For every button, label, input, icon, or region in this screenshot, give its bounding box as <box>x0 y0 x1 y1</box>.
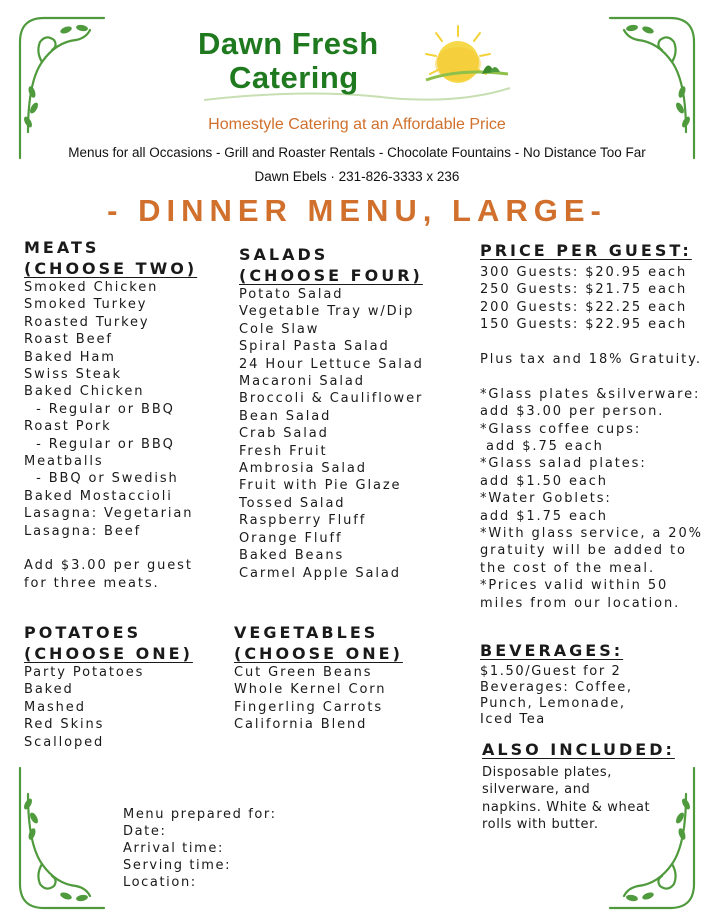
list-item: Crab Salad <box>239 426 329 442</box>
list-item: Baked Beans <box>239 548 345 564</box>
extra-line: gratuity will be added to <box>480 543 687 559</box>
extra-line: *Prices valid within 50 <box>480 578 669 594</box>
salads-subtitle: (CHOOSE FOUR) <box>239 266 423 285</box>
included-line: silverware, and <box>482 782 591 798</box>
list-item: - BBQ or Swedish <box>24 471 179 487</box>
form-label-arrival-time: Arrival time: <box>123 841 224 856</box>
logo <box>190 18 520 113</box>
vegetables-subtitle: (CHOOSE ONE) <box>234 644 403 663</box>
extra-line: add $3.00 per person. <box>480 404 665 420</box>
list-item: Swiss Steak <box>24 367 122 383</box>
contact-line: Dawn Ebels · 231-826-3333 x 236 <box>254 169 460 184</box>
beverage-line: $1.50/Guest for 2 <box>480 664 622 679</box>
included-line: rolls with butter. <box>482 817 599 833</box>
extra-line: *Water Goblets: <box>480 491 612 507</box>
included-line: napkins. White & wheat <box>482 799 651 815</box>
price-line: 200 Guests: $22.25 each <box>480 299 688 315</box>
beverage-line: Beverages: Coffee, <box>480 680 633 695</box>
price-line: 250 Guests: $21.75 each <box>480 282 688 298</box>
list-item: Tossed Salad <box>239 495 346 511</box>
list-item: Scalloped <box>24 734 105 750</box>
list-item: Red Skins <box>24 717 105 733</box>
extra-line: *Glass coffee cups: <box>480 421 642 437</box>
salads-title: SALADS <box>239 245 329 264</box>
list-item: Baked Mostaccioli <box>24 488 173 504</box>
price-section <box>480 240 703 612</box>
price-line: 300 Guests: $20.95 each <box>480 265 688 280</box>
price-line: 150 Guests: $22.95 each <box>480 317 688 333</box>
tagline: Homestyle Catering at an Affordable Price <box>208 116 506 133</box>
list-item: Roasted Turkey <box>24 314 150 330</box>
list-item: California Blend <box>234 717 368 733</box>
list-item: Cut Green Beans <box>234 665 373 680</box>
list-item: Lasagna: Beef <box>24 523 142 539</box>
included-line: Disposable plates, <box>482 765 612 780</box>
list-item: Spiral Pasta Salad <box>239 339 390 355</box>
salads-section <box>239 244 424 582</box>
list-item: Fresh Fruit <box>239 443 328 459</box>
beverage-line: Punch, Lemonade, <box>480 696 626 711</box>
tax-note: Plus tax and 18% Gratuity. <box>480 352 702 368</box>
list-item: Potato Salad <box>239 287 344 302</box>
menu-title: - DINNER MENU, LARGE- <box>107 193 607 228</box>
form-label-prepared-for: Menu prepared for: <box>123 807 277 822</box>
list-item: Orange Fluff <box>239 530 343 546</box>
extra-line: *Glass salad plates: <box>480 456 647 472</box>
list-item: Bean Salad <box>239 408 332 424</box>
brand-name-line1: Dawn Fresh <box>198 26 379 61</box>
potatoes-section <box>24 622 193 751</box>
list-item: Party Potatoes <box>24 665 145 680</box>
vegetables-title: VEGETABLES <box>234 623 379 642</box>
meats-title: MEATS <box>24 238 100 257</box>
extra-line: add $.75 each <box>480 439 604 455</box>
form-label-date: Date: <box>123 824 167 839</box>
list-item: Fingerling Carrots <box>234 699 384 715</box>
meats-note: Add $3.00 per guest <box>24 558 193 574</box>
list-item: Broccoli & Cauliflower <box>239 391 424 407</box>
included-title: ALSO INCLUDED: <box>482 740 675 759</box>
list-item: Ambrosia Salad <box>239 461 367 477</box>
list-item: Cole Slaw <box>239 321 320 337</box>
extra-line: *Glass plates &silverware: <box>480 386 701 402</box>
list-item: - Regular or BBQ <box>24 401 175 417</box>
form-label-serving-time: Serving time: <box>123 858 232 873</box>
beverages-section <box>480 640 633 728</box>
services-line: Menus for all Occasions - Grill and Roaster Rentals - Chocolate Fountains - No Distance Too Far <box>68 145 646 160</box>
meats-note: for three meats. <box>24 575 160 591</box>
list-item: Raspberry Fluff <box>239 513 367 529</box>
list-item: Carmel Apple Salad <box>239 565 401 581</box>
list-item: Fruit with Pie Glaze <box>239 478 402 494</box>
list-item: Vegetable Tray w/Dip <box>239 304 415 320</box>
potatoes-title: POTATOES <box>24 623 142 642</box>
extra-line: the cost of the meal. <box>480 560 655 576</box>
price-title: PRICE PER GUEST: <box>480 241 692 260</box>
vine-flourish-icon <box>606 12 698 162</box>
list-item: Baked <box>24 682 74 698</box>
brand-name-line2: Catering <box>229 60 359 95</box>
list-item: Roast Beef <box>24 332 113 348</box>
order-details-form <box>123 806 277 891</box>
extra-line: add $1.50 each <box>480 473 608 489</box>
list-item: Meatballs <box>24 454 104 470</box>
included-section <box>482 739 675 834</box>
beverages-title: BEVERAGES: <box>480 641 624 660</box>
vegetables-section <box>234 622 403 734</box>
meats-section <box>24 237 197 592</box>
extra-line: add $1.75 each <box>480 508 608 524</box>
potatoes-subtitle: (CHOOSE ONE) <box>24 644 193 663</box>
extra-line: *With glass service, a 20% <box>480 526 703 542</box>
form-label-location: Location: <box>123 875 197 890</box>
list-item: Smoked Turkey <box>24 297 148 313</box>
list-item: Mashed <box>24 699 86 715</box>
vine-flourish-icon <box>16 12 108 162</box>
list-item: Baked Ham <box>24 349 116 365</box>
list-item: Macaroni Salad <box>239 374 365 390</box>
list-item: Roast Pork <box>24 419 112 435</box>
list-item: Smoked Chicken <box>24 280 159 295</box>
vine-flourish-icon <box>16 764 108 914</box>
list-item: Lasagna: Vegetarian <box>24 506 194 522</box>
extra-line: miles from our location. <box>480 595 681 611</box>
list-item: Baked Chicken <box>24 384 145 400</box>
list-item: 24 Hour Lettuce Salad <box>239 356 424 372</box>
list-item: - Regular or BBQ <box>24 436 175 452</box>
meats-subtitle: (CHOOSE TWO) <box>24 259 198 278</box>
beverage-line: Iced Tea <box>480 712 546 727</box>
list-item: Whole Kernel Corn <box>234 682 387 698</box>
